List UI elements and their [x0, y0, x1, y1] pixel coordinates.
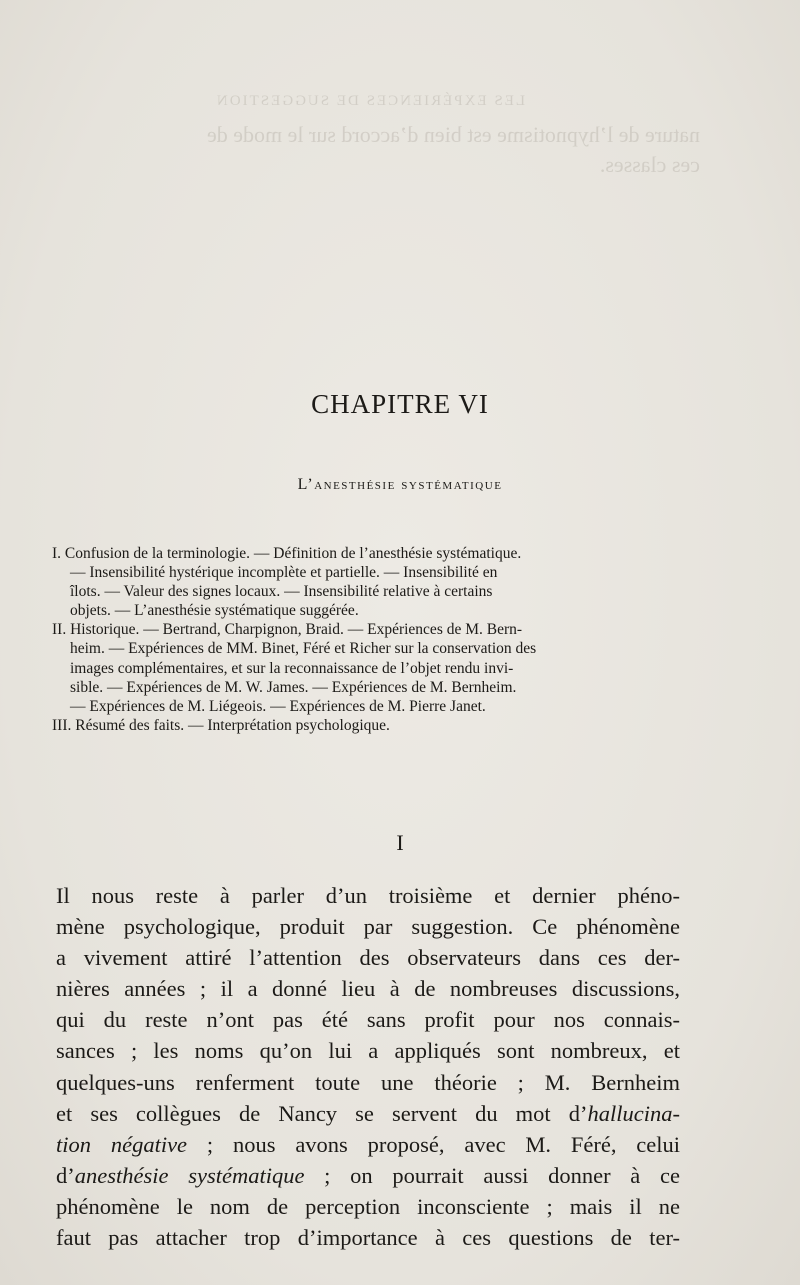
bleed-through-text: nature de l’hypnotisme est bien d’accord sur le mode de [206, 122, 700, 147]
summary-line: sible. — Expériences de M. W. James. — Expériences de M. Bernheim. [70, 678, 517, 696]
body-line: quelques-uns renferment toute une théorie ; M. Bernheim [56, 1069, 680, 1095]
body-paragraph [56, 880, 680, 1253]
summary-line: II. Historique. — Bertrand, Charpignon, Braid. — Expériences de M. Bern- [52, 621, 523, 639]
bleed-through-text: ces classes. [599, 152, 700, 177]
summary-line: I. Confusion de la terminologie. — Définition de l’anesthésie systématique. [52, 545, 522, 562]
summary-line: heim. — Expériences de MM. Binet, Féré et Richer sur la conservation des [70, 640, 537, 658]
body-line: faut pas attacher trop d’importance à ces questions de ter- [56, 1225, 680, 1251]
summary-line: objets. — L’anesthésie systématique suggérée. [70, 602, 359, 620]
summary-line: images complémentaires, et sur la reconnaissance de l’objet rendu invi- [70, 659, 514, 677]
body-line: sances ; les noms qu’on lui a appliqués sont nombreux, et [56, 1038, 680, 1064]
body-line: phénomène le nom de perception inconsciente ; mais il ne [56, 1193, 680, 1219]
body-line: qui du reste n’ont pas été sans profit pour nos connais- [56, 1007, 680, 1033]
chapter-title: CHAPITRE VI [311, 389, 489, 419]
chapter-summary [52, 544, 684, 735]
body-line: Il nous reste à parler d’un troisième et dernier phéno- [56, 883, 680, 908]
summary-line: — Expériences de M. Liégeois. — Expériences de M. Pierre Janet. [70, 697, 486, 715]
summary-line: III. Résumé des faits. — Interprétation psychologique. [52, 716, 390, 734]
body-line: tion négative ; nous avons proposé, avec M. Féré, celui [56, 1131, 681, 1157]
body-line: d’anesthésie systématique ; on pourrait aussi donner à ce [56, 1162, 680, 1188]
body-line: et ses collègues de Nancy se servent du mot d’hallucina- [56, 1100, 680, 1126]
body-line: nières années ; il a donné lieu à de nombreuses discussions, [56, 976, 680, 1002]
section-numeral: I [396, 830, 404, 855]
body-line: mène psychologique, produit par suggestion. Ce phénomène [56, 914, 680, 940]
bleed-through-header: LES EXPÉRIENCES DE SUGGESTION [214, 93, 526, 109]
summary-line: — Insensibilité hystérique incomplète et partielle. — Insensibilité en [70, 564, 498, 582]
chapter-subtitle: L’anesthésie systématique [297, 476, 503, 493]
summary-line: îlots. — Valeur des signes locaux. — Insensibilité relative à certains [70, 583, 493, 601]
body-line: a vivement attiré l’attention des observateurs dans ces der- [56, 945, 680, 971]
